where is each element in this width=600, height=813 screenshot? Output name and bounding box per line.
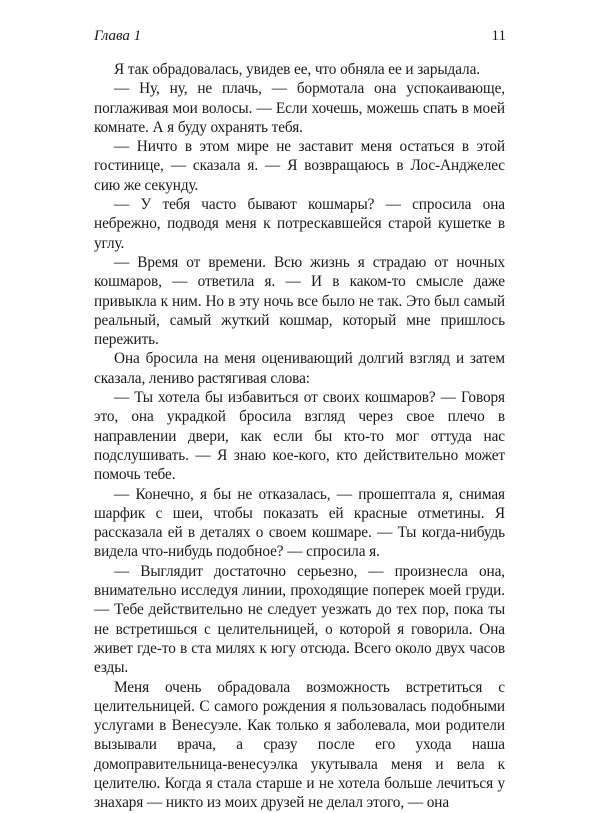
paragraph: Меня очень обрадовала возможность встретиться с целительницей. С самого рождения я пользовалась подобными услугами в Венесуэле. Как только я заболевала, мои родители вызывали врача, а сразу после его ухода наша домоправительница-венесуэлка укутывала меня и вела к целителю. Когда я стала старше и не хотела больше лечиться у знахаря — никто из моих друзей не делал этого, — она (94, 678, 505, 812)
paragraph: Я так обрадовалась, увидев ее, что обняла ее и зарыдала. (114, 61, 481, 78)
page-number: 11 (491, 28, 506, 44)
paragraph: — Время от времени. Всю жизнь я страдаю от ночных кошмаров, — ответила я. — И в каком-то смысле даже привыкла к ним. Но в эту ночь все было не так. Это был самый реальный, самый жуткий кошмар, который мне пришлось пережить. (94, 253, 505, 349)
paragraph: — Ничто в этом мире не заставит меня остаться в этой гостинице, — сказала я. — Я возвращаюсь в Лос-Анджелес сию же секунду. (94, 138, 505, 194)
paragraph: — Ты хотела бы избавиться от своих кошмаров? — Говоря это, она украдкой бросила взгляд через свое плечо в направлении двери, как если бы кто-то мог оттуда нас подслушивать. — Я знаю кое-кого, кто действительно может помочь тебе. (94, 389, 505, 484)
page-body (94, 60, 505, 813)
chapter-title: Глава 1 (94, 28, 142, 44)
paragraph: — Выглядит достаточно серьезно, — произнесла она, внимательно исследуя линии, проходящие поперек моей груди. — Тебе действительно не следует уезжать до тех пор, пока ты не встретишься с целительницей, о которой я говорила. Она живет где-то в ста милях к югу отсюда. Всего около двух часов езды. (94, 562, 505, 677)
paragraph: — У тебя часто бывают кошмары? — спросила она небрежно, подводя меня к потрескавшейся старой кушетке в углу. (94, 196, 505, 252)
paragraph: — Конечно, я бы не отказалась, — прошептала я, снимая шарфик с шеи, чтобы показать ей красные отметины. Я рассказала ей в деталях о своем кошмаре. — Ты когда-нибудь видела что-нибудь подобное? — спросила я. (94, 485, 505, 561)
running-header (94, 28, 506, 50)
paragraph: Она бросила на меня оценивающий долгий взгляд и затем сказала, лениво растягивая слова: (94, 350, 505, 387)
paragraph: — Ну, ну, не плачь, — бормотала она успокаивающе, поглаживая мои волосы. — Если хочешь, можешь спать в моей комнате. А я буду охранять тебя. (94, 80, 505, 136)
